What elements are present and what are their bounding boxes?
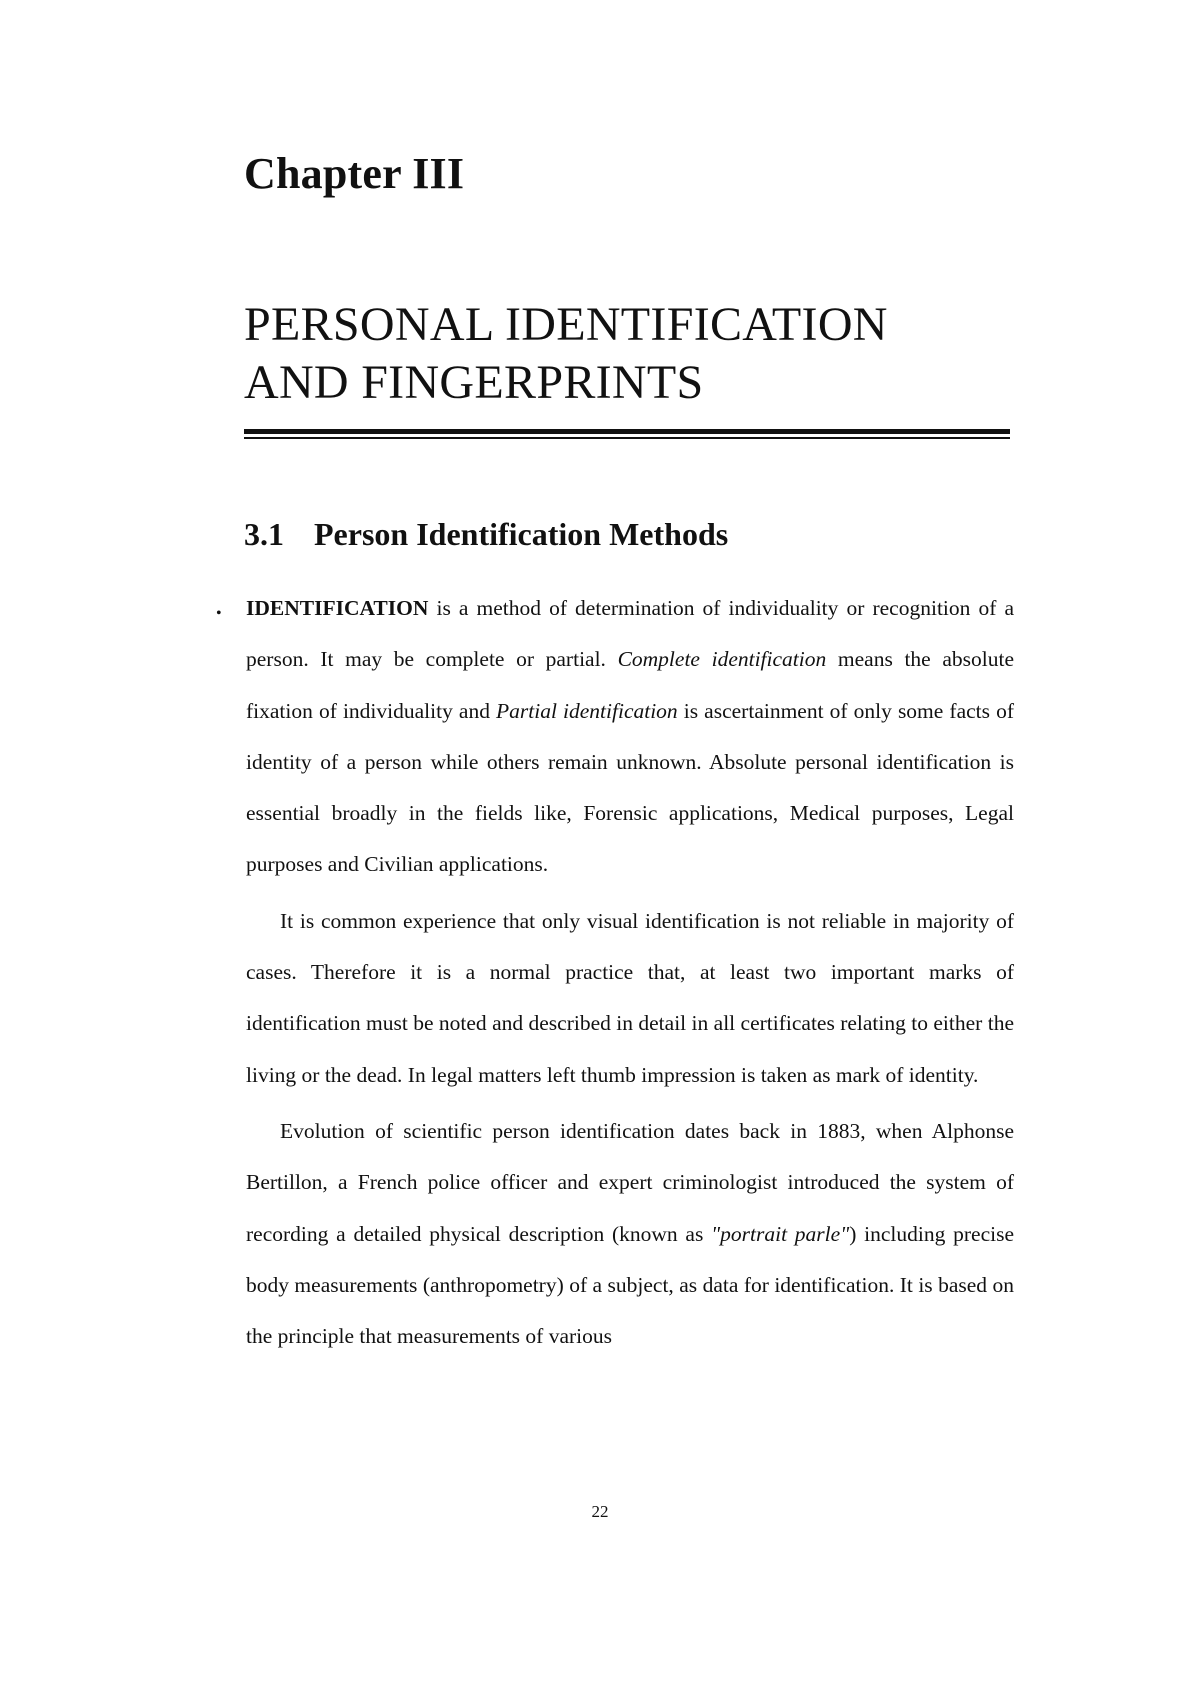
section-number: 3.1 bbox=[244, 516, 284, 552]
paragraph-1-text-a: is a method of determination of individuality or recognition of a person. It may be complete or partial. bbox=[246, 596, 1014, 672]
body-text bbox=[246, 583, 1014, 1362]
title-divider-thin bbox=[244, 437, 1010, 439]
partial-identification-term: Partial identification bbox=[496, 698, 678, 723]
paragraph-3-text-a: Evolution of scientific person identification dates back in 1883, when Alphonse Bertillon, a French police officer and expert criminologist introduced the system of recording a detailed physical description (known as bbox=[246, 1118, 1014, 1246]
complete-identification-term: Complete identification bbox=[617, 647, 827, 672]
term-identification: IDENTIFICATION bbox=[246, 596, 429, 620]
paragraph-2: It is common experience that only visual identification is not reliable in majority of cases. Therefore it is a normal practice that, at least two important marks of identification must be noted and described in detail in all certificates relating to either the living or the dead. In legal matters left thumb impression is taken as mark of identity. bbox=[246, 908, 1014, 1087]
section-heading bbox=[244, 516, 728, 553]
stray-mark: • bbox=[216, 605, 222, 622]
paragraph-1-text-c: is ascertainment of only some facts of identity of a person while others remain unknown. Absolute personal identification is essential broadly in the fields like, Forensic applications, Medical purposes, Legal purposes and Civilian applications. bbox=[246, 698, 1014, 877]
paragraph-3-text-b: ) including precise body measurements (anthropometry) of a subject, as data for identification. It is based on the principle that measurements of various bbox=[246, 1221, 1014, 1349]
page-number: 22 bbox=[591, 1502, 609, 1521]
paragraph-1 bbox=[246, 583, 1014, 891]
chapter-label: Chapter III bbox=[244, 149, 465, 198]
title-divider-thick bbox=[244, 429, 1010, 434]
portrait-parle-term: "portrait parle" bbox=[711, 1221, 850, 1246]
chapter-title bbox=[244, 296, 1024, 412]
section-title: Person Identification Methods bbox=[314, 516, 729, 552]
chapter-title-line-1: PERSONAL IDENTIFICATION bbox=[244, 298, 888, 351]
chapter-title-line-2: AND FINGERPRINTS bbox=[244, 356, 704, 409]
paragraph-1-text-b: means the absolute fixation of individuality and bbox=[246, 647, 1014, 723]
paragraph-3 bbox=[246, 1106, 1014, 1362]
